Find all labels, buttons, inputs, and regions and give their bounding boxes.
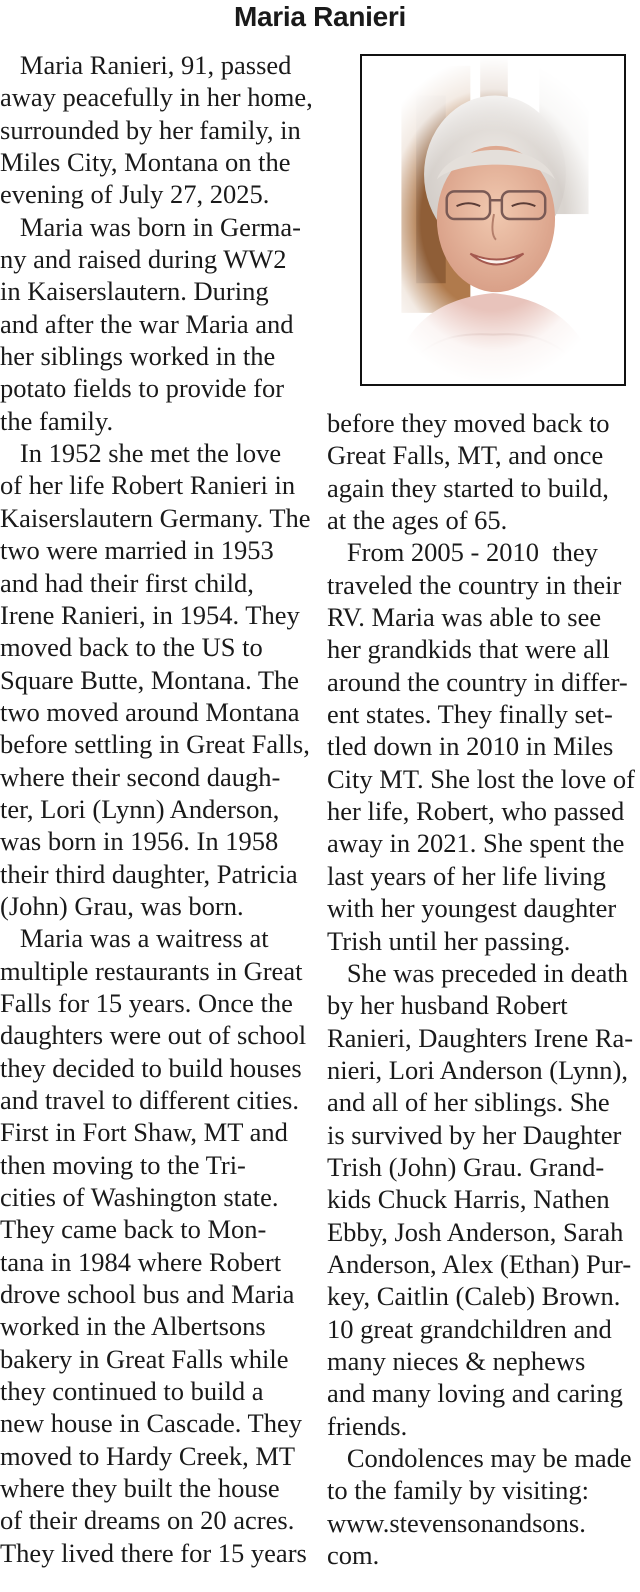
text-line: moved to Hardy Creek, MT xyxy=(0,1440,296,1471)
text-line: her life, Robert, who passed xyxy=(327,796,625,827)
text-line: two were married in 1953 xyxy=(0,535,274,566)
text-line: Miles City, Montana on the xyxy=(0,147,291,178)
text-line: ter, Lori (Lynn) Anderson, xyxy=(0,793,280,824)
text-line: two moved around Montana xyxy=(0,696,300,727)
text-line: Falls for 15 years. Once the xyxy=(0,987,293,1018)
text-line: Maria Ranieri, 91, passed xyxy=(0,50,292,80)
text-line: is survived by her Daughter xyxy=(327,1119,622,1150)
text-line: daughters were out of school xyxy=(0,1020,307,1051)
text-line: where they built the house xyxy=(0,1473,280,1504)
text-line: evening of July 27, 2025. xyxy=(0,179,270,210)
text-line: away peacefully in her home, xyxy=(0,82,313,113)
text-line: They lived there for 15 years xyxy=(0,1537,307,1568)
portrait-photo xyxy=(362,56,624,384)
text-line: Square Butte, Montana. The xyxy=(0,664,300,695)
text-line: They came back to Mon- xyxy=(0,1214,267,1245)
text-line: ny and raised during WW2 xyxy=(0,244,287,275)
portrait-photo-frame xyxy=(360,54,626,386)
text-line: potato fields to provide for xyxy=(0,373,285,404)
obituary-text-right-column xyxy=(327,407,640,1571)
text-line: moved back to the US to xyxy=(0,632,263,663)
text-line: and travel to different cities. xyxy=(0,1085,299,1115)
text-line: of her life Robert Ranieri in xyxy=(0,470,296,501)
text-line: Trish (John) Grau. Grand- xyxy=(327,1151,605,1182)
text-line: Ebby, Josh Anderson, Sarah xyxy=(327,1216,624,1247)
text-line: last years of her life living xyxy=(327,860,606,891)
text-line: and all of her siblings. She xyxy=(327,1087,610,1118)
text-line: where their second daugh- xyxy=(0,761,281,792)
text-line: was born in 1956. In 1958 xyxy=(0,826,279,857)
text-line: multiple restaurants in Great xyxy=(0,955,303,986)
text-line: her grandkids that were all xyxy=(327,634,610,665)
text-line: they continued to build a xyxy=(0,1376,264,1407)
text-line: com. xyxy=(327,1540,380,1571)
text-line: with her youngest daughter xyxy=(327,893,617,924)
text-line: new house in Cascade. They xyxy=(0,1408,302,1439)
text-line: to the family by visiting: xyxy=(327,1475,590,1506)
text-line: before they moved back to xyxy=(327,408,610,438)
text-line: cities of Washington state. xyxy=(0,1182,279,1213)
text-line: again they started to build, xyxy=(327,472,609,503)
text-line: tled down in 2010 in Miles xyxy=(327,731,614,762)
text-line: She was preceded in death xyxy=(327,957,628,988)
text-line: RV. Maria was able to see xyxy=(327,602,602,633)
text-line: From 2005 - 2010 they xyxy=(327,537,598,568)
text-line: worked in the Albertsons xyxy=(0,1311,266,1342)
text-line: her siblings worked in the xyxy=(0,341,276,372)
text-line: Great Falls, MT, and once xyxy=(327,440,604,471)
text-line: Maria was a waitress at xyxy=(0,923,269,954)
text-line: by her husband Robert xyxy=(327,990,568,1021)
text-line: and many loving and caring xyxy=(327,1378,623,1409)
text-line: in Kaiserslautern. During xyxy=(0,276,269,307)
text-line: friends. xyxy=(327,1410,408,1441)
text-line: surrounded by her family, in xyxy=(0,114,301,145)
text-line: ent states. They finally set- xyxy=(327,699,613,730)
text-line: First in Fort Shaw, MT and xyxy=(0,1117,288,1148)
text-line: (John) Grau, was born. xyxy=(0,890,244,921)
text-line: traveled the country in their xyxy=(327,569,622,600)
text-line: around the country in differ- xyxy=(327,666,628,697)
text-line: www.stevensonandsons. xyxy=(327,1507,586,1538)
obituary-title: Maria Ranieri xyxy=(234,1,406,32)
text-line: Ranieri, Daughters Irene Ra- xyxy=(327,1022,634,1053)
text-line: tana in 1984 where Robert xyxy=(0,1246,282,1277)
text-line: the family. xyxy=(0,405,114,436)
text-line: and had their first child, xyxy=(0,567,254,598)
text-line: 10 great grandchildren and xyxy=(327,1313,612,1344)
text-line: In 1952 she met the love xyxy=(0,438,282,469)
text-line: of their dreams on 20 acres. xyxy=(0,1505,295,1536)
text-line: nieri, Lori Anderson (Lynn), xyxy=(327,1054,629,1085)
text-line: they decided to build houses xyxy=(0,1052,302,1083)
text-line: many nieces & nephews xyxy=(327,1345,586,1376)
text-line: key, Caitlin (Caleb) Brown. xyxy=(327,1281,621,1312)
text-line: Kaiserslautern Germany. The xyxy=(0,502,311,533)
text-line: Condolences may be made xyxy=(327,1443,632,1473)
text-line: their third daughter, Patricia xyxy=(0,858,298,889)
text-line: City MT. She lost the love of xyxy=(327,763,635,794)
text-line: before settling in Great Falls, xyxy=(0,729,310,760)
text-line: at the ages of 65. xyxy=(327,505,508,536)
text-line: drove school bus and Maria xyxy=(0,1279,295,1310)
text-line: and after the war Maria and xyxy=(0,308,294,339)
text-line: Trish until her passing. xyxy=(327,925,571,956)
text-line: Irene Ranieri, in 1954. They xyxy=(0,599,300,630)
obituary-text-left-column xyxy=(0,49,318,1569)
text-line: kids Chuck Harris, Nathen xyxy=(327,1184,610,1215)
text-line: Anderson, Alex (Ethan) Pur- xyxy=(327,1248,632,1279)
text-line: bakery in Great Falls while xyxy=(0,1343,289,1374)
text-line: then moving to the Tri- xyxy=(0,1149,246,1180)
text-line: away in 2021. She spent the xyxy=(327,828,625,859)
text-line: Maria was born in Germa- xyxy=(0,211,301,242)
